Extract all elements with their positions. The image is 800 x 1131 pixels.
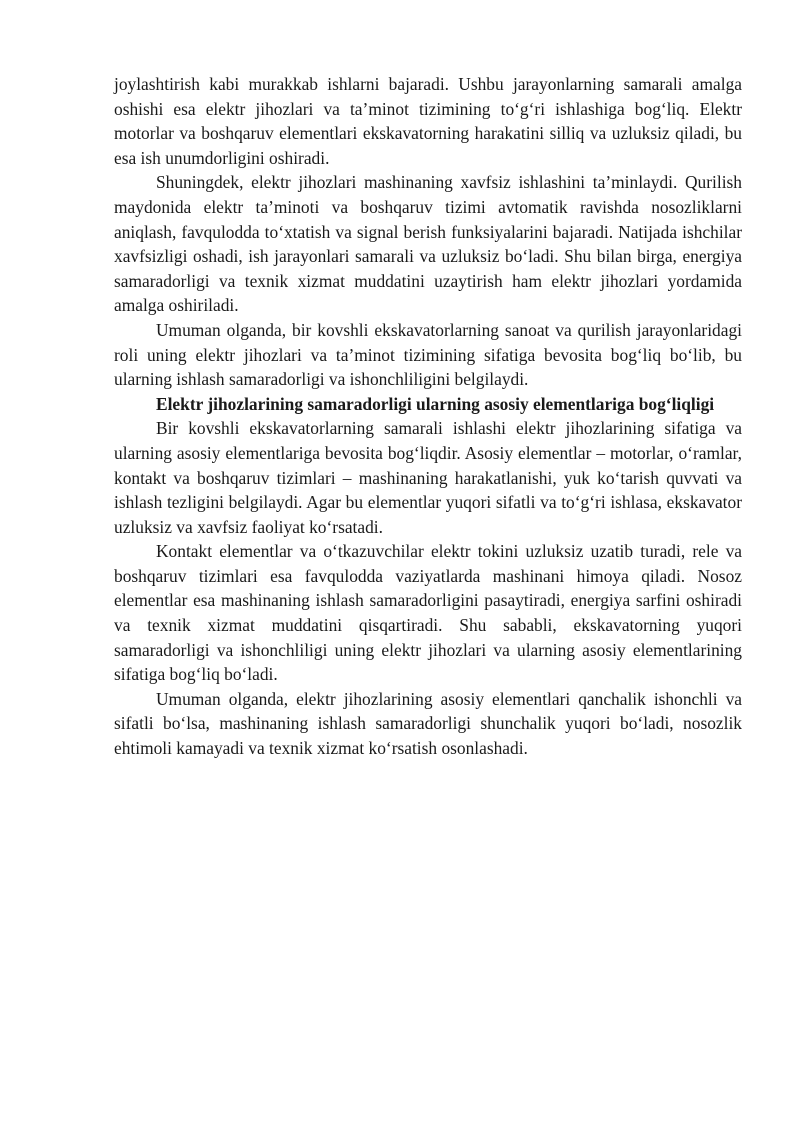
paragraph-safety: Shuningdek, elektr jihozlari mashinaning xavfsiz ishlashini ta’minlaydi. Qurilish maydonida elektr ta’minoti va boshqaruv tizimi avtomatik ravishda nosozliklarni aniqlash, favqulodda to‘xtatish va signal berish funksiyalarini bajaradi. Natijada ishchilar xavfsizligi oshadi, ish jarayonlari samarali va uzluksiz bo‘ladi. Shu bilan birga, energiya samaradorligi va texnik xizmat muddatini uzaytirish ham elektr jihozlari yordamida amalga oshiriladi. (114, 172, 742, 316)
paragraph-contacts-relays: Kontakt elementlar va o‘tkazuvchilar elektr tokini uzluksiz uzatib turadi, rele va boshqaruv tizimlari esa favqulodda vaziyatlarda mashinani himoya qiladi. Nosoz elementlar esa mashinaning ishlash samaradorligini pasaytiradi, energiya sarfini oshiradi va texnik xizmat muddatini qisqartiradi. Shu sababli, ekskavatorning yuqori samaradorligi va ishonchliligi uning elektr jihozlari va ularning asosiy elementlarining sifatiga bog‘liq bo‘ladi. (114, 541, 742, 685)
section-heading: Elektr jihozlarining samaradorligi ularning asosiy elementlariga bog‘liqligi (156, 393, 715, 414)
page-body (114, 72, 742, 761)
paragraph-summary: Umuman olganda, bir kovshli ekskavatorlarning sanoat va qurilish jarayonlaridagi roli uning elektr jihozlari va ta’minot tizimining sifatiga bevosita bog‘liq bo‘lib, bu ularning ishlash samaradorligi va ishonchliligini belgilaydi. (114, 319, 742, 390)
paragraph-continuation: joylashtirish kabi murakkab ishlarni bajaradi. Ushbu jarayonlarning samarali amalga oshishi esa elektr jihozlari va ta’minot tizimining to‘g‘ri ishlashiga bog‘liq. Elektr motorlar va boshqaruv elementlari ekskavatorning harakatini silliq va uzluksiz qiladi, bu esa ish unumdorligini oshiradi. (114, 74, 742, 168)
paragraph-main-elements: Bir kovshli ekskavatorlarning samarali ishlashi elektr jihozlarining sifatiga va ularning asosiy elementlariga bevosita bog‘liqdir. Asosiy elementlar – motorlar, o‘ramlar, kontakt va boshqaruv tizimlari – mashinaning harakatlanishi, yuk ko‘tarish quvvati va ishlash tezligini belgilaydi. Agar bu elementlar yuqori sifatli va to‘g‘ri ishlasa, ekskavator uzluksiz va xavfsiz faoliyat ko‘rsatadi. (114, 418, 742, 537)
paragraph-conclusion: Umuman olganda, elektr jihozlarining asosiy elementlari qanchalik ishonchli va sifatli bo‘lsa, mashinaning ishlash samaradorligi shunchalik yuqori bo‘ladi, nosozlik ehtimoli kamayadi va texnik xizmat ko‘rsatish osonlashadi. (114, 688, 742, 759)
